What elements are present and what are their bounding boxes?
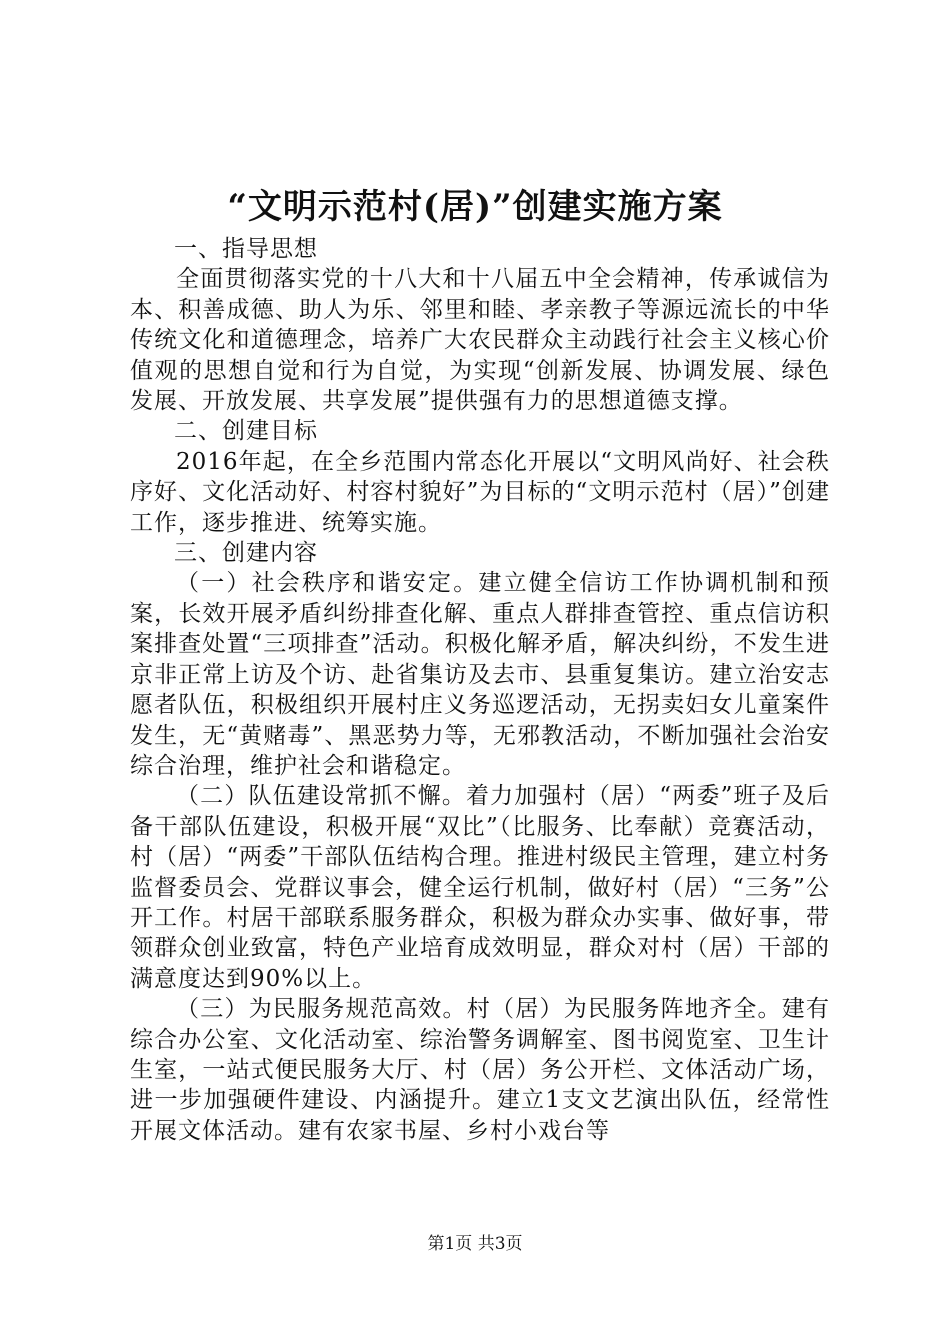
- document-body: [130, 234, 830, 1146]
- page-footer: 第1页 共3页: [427, 1234, 523, 1254]
- paragraph-team-building: （二）队伍建设常抓不懈。着力加强村（居）“两委”班子及后备干部队伍建设，积极开展“双比”（比服务、比奉献）竞赛活动，村（居）“两委”干部队伍结构合理。推进村级民主管理，建立村务监督委员会、党群议事会，健全运行机制，做好村（居）“三务”公开工作。村居干部联系服务群众，积极为群众办实事、做好事，带领群众创业致富，特色产业培育成效明显，群众对村（居）干部的满意度达到90%以上。: [130, 783, 830, 992]
- paragraph-social-order: （一）社会秩序和谐安定。建立健全信访工作协调机制和预案，长效开展矛盾纠纷排查化解、重点人群排查管控、重点信访积案排查处置“三项排查”活动。积极化解矛盾，解决纠纷，不发生进京非正常上访及个访、赴省集访及去市、县重复集访。建立治安志愿者队伍，积极组织开展村庄义务巡逻活动，无拐卖妇女儿童案件发生，无“黄赌毒”、黑恶势力等，无邪教活动，不断加强社会治安综合治理，维护社会和谐稳定。: [130, 570, 830, 779]
- document-title: “文明示范村(居)”创建实施方案: [227, 187, 723, 227]
- paragraph-public-service: （三）为民服务规范高效。村（居）为民服务阵地齐全。建有综合办公室、文化活动室、综治警务调解室、图书阅览室、卫生计生室，一站式便民服务大厅、村（居）务公开栏、文体活动广场，进一步加强硬件建设、内涵提升。建立1支文艺演出队伍，经常性开展文体活动。建有农家书屋、乡村小戏台等: [130, 996, 830, 1144]
- section-heading-goals: 二、创建目标: [174, 418, 318, 445]
- section-heading-guiding-thought: 一、指导思想: [174, 236, 318, 262]
- paragraph-goals: 2016年起，在全乡范围内常态化开展以“文明风尚好、社会秩序好、文化活动好、村容村貌好”为目标的“文明示范村（居）”创建工作，逐步推进、统筹实施。: [130, 448, 830, 536]
- paragraph-guiding-thought: 全面贯彻落实党的十八大和十八届五中全会精神，传承诚信为本、积善成德、助人为乐、邻里和睦、孝亲教子等源远流长的中华传统文化和道德理念，培养广大农民群众主动践行社会主义核心价值观的思想自觉和行为自觉，为实现“创新发展、协调发展、绿色发展、开放发展、共享发展”提供强有力的思想道德支撑。: [130, 266, 830, 415]
- section-heading-content: 三、创建内容: [174, 540, 318, 567]
